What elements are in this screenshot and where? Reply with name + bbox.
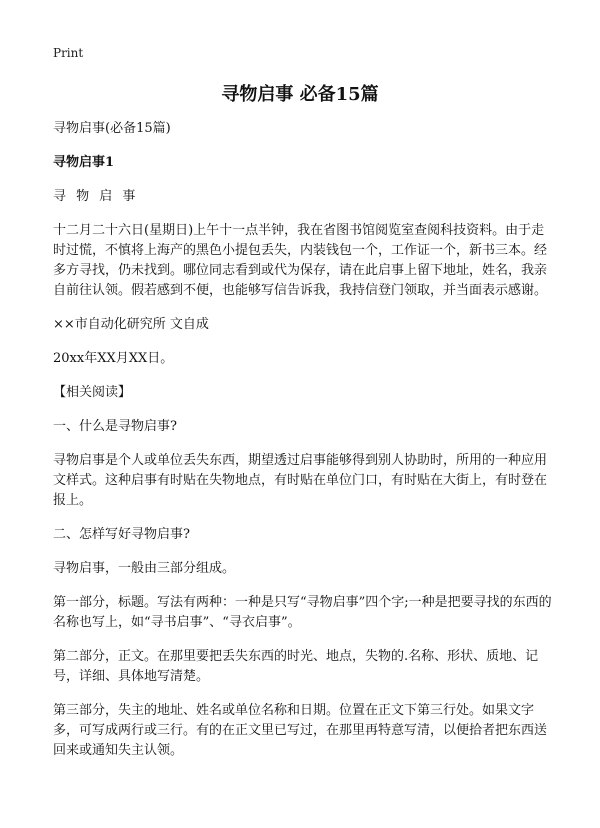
question-2: 二、怎样写好寻物启事? (53, 527, 190, 542)
document-body (53, 119, 553, 775)
print-label: Print (53, 46, 84, 60)
page-title: 寻物启事 必备15篇 (221, 84, 379, 105)
question-1: 一、什么是寻物启事? (53, 419, 177, 434)
notice-date: 20xx年XX月XX日。 (53, 351, 174, 366)
document-subtitle: 寻物启事(必备15篇) (53, 121, 171, 136)
notice-title: 寻 物 启 事 (53, 189, 139, 204)
answer-1: 寻物启事是个人或单位丢失东西，期望透过启事能够得到别人协助时，所用的一种应用文样式。这种启事有时贴在失物地点，有时贴在单位门口，有时贴在大街上，有时登在报上。 (53, 453, 548, 508)
notice-signature: ××市自动化研究所 文自成 (53, 317, 209, 332)
part-2-paragraph: 第二部分，正文。在那里要把丢失东西的时光、地点，失物的.名称、形状、质地、记号，详细、具体地写清楚。 (53, 649, 539, 684)
part-1-paragraph: 第一部分，标题。写法有两种：一种是只写“寻物启事”四个字;一种是把要寻找的东西的名称也写上，如“寻书启事”、“寻衣启事”。 (53, 595, 552, 630)
section-heading: 寻物启事1 (53, 155, 115, 170)
answer-2-intro: 寻物启事，一般由三部分组成。 (53, 561, 236, 576)
notice-paragraph: 十二月二十六日(星期日)上午十一点半钟，我在省图书馆阅览室查阅科技资料。由于走时过慌，不慎将上海产的黑色小提包丢失，内装钱包一个，工作证一个，新书三本。经多方寻找，仍未找到。哪位同志看到或代为保存，请在此启事上留下地址，姓名，我亲自前往认领。假若感到不便，也能够写信告诉我，我持信登门领取，并当面表示感谢。 (53, 223, 548, 298)
related-reading-heading: 【相关阅读】 (53, 385, 132, 400)
part-3-paragraph: 第三部分，失主的地址、姓名或单位名称和日期。位置在正文下第三行处。如果文字多，可写成两行或三行。有的在正文里已写过，在那里再特意写清，以便拾者把东西送回来或通知失主认领。 (53, 703, 548, 758)
